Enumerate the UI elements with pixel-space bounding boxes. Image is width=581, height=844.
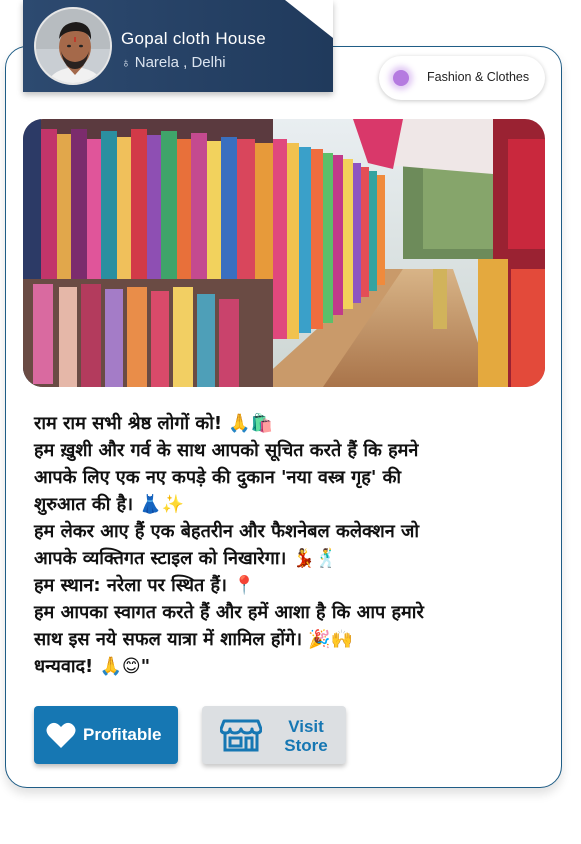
post-line: आपके व्यक्तिगत स्टाइल को निखारेगा। 💃🕺 xyxy=(34,548,338,569)
post-line: हम लेकर आए हैं एक बेहतरीन और फैशनेबल कलेक्शन जो xyxy=(34,521,420,542)
visit-store-button[interactable] xyxy=(202,706,346,764)
post-line: शुरुआत की है। 👗✨ xyxy=(34,494,185,515)
category-badge[interactable] xyxy=(379,56,545,100)
shop-photo[interactable] xyxy=(23,119,545,387)
storefront-icon xyxy=(220,718,262,752)
post-line: हम स्थान: नरेला पर स्थित हैं। 📍 xyxy=(34,575,256,596)
category-dot-icon xyxy=(393,70,409,86)
post-line: राम राम सभी श्रेष्ठ लोगों को! 🙏🛍️ xyxy=(34,413,274,434)
market-stall-image xyxy=(23,119,545,387)
heart-icon xyxy=(46,721,76,749)
post-line: साथ इस नये सफल यात्रा में शामिल होंगे। 🎉🙌 xyxy=(34,629,354,650)
shop-name[interactable]: Gopal cloth House xyxy=(121,29,266,48)
post-line: धन्यवाद! 🙏😊" xyxy=(34,656,151,677)
shop-location-text: Narela , Delhi xyxy=(134,54,226,71)
person-pin-icon: ♁ xyxy=(121,55,131,70)
post-line: हम आपका स्वागत करते हैं और हमें आशा है कि आप हमारे xyxy=(34,602,424,623)
shop-header xyxy=(23,0,333,92)
avatar-photo-icon xyxy=(36,9,112,85)
visit-store-label xyxy=(278,717,334,755)
profitable-label: Profitable xyxy=(83,725,162,744)
post-line: आपके लिए एक नए कपड़े की दुकान 'नया वस्त्र गृह' की xyxy=(34,467,402,488)
header-corner-fold xyxy=(285,0,333,38)
shop-location xyxy=(121,54,226,71)
post-line: हम ख़ुशी और गर्व के साथ आपको सूचित करते हैं कि हमने xyxy=(34,440,419,461)
post-text xyxy=(34,410,544,680)
visit-label-line2: Store xyxy=(284,736,328,755)
profitable-button[interactable] xyxy=(34,706,178,764)
visit-label-line1: Visit xyxy=(288,717,324,736)
avatar[interactable] xyxy=(34,7,112,85)
category-label: Fashion & Clothes xyxy=(427,70,530,84)
